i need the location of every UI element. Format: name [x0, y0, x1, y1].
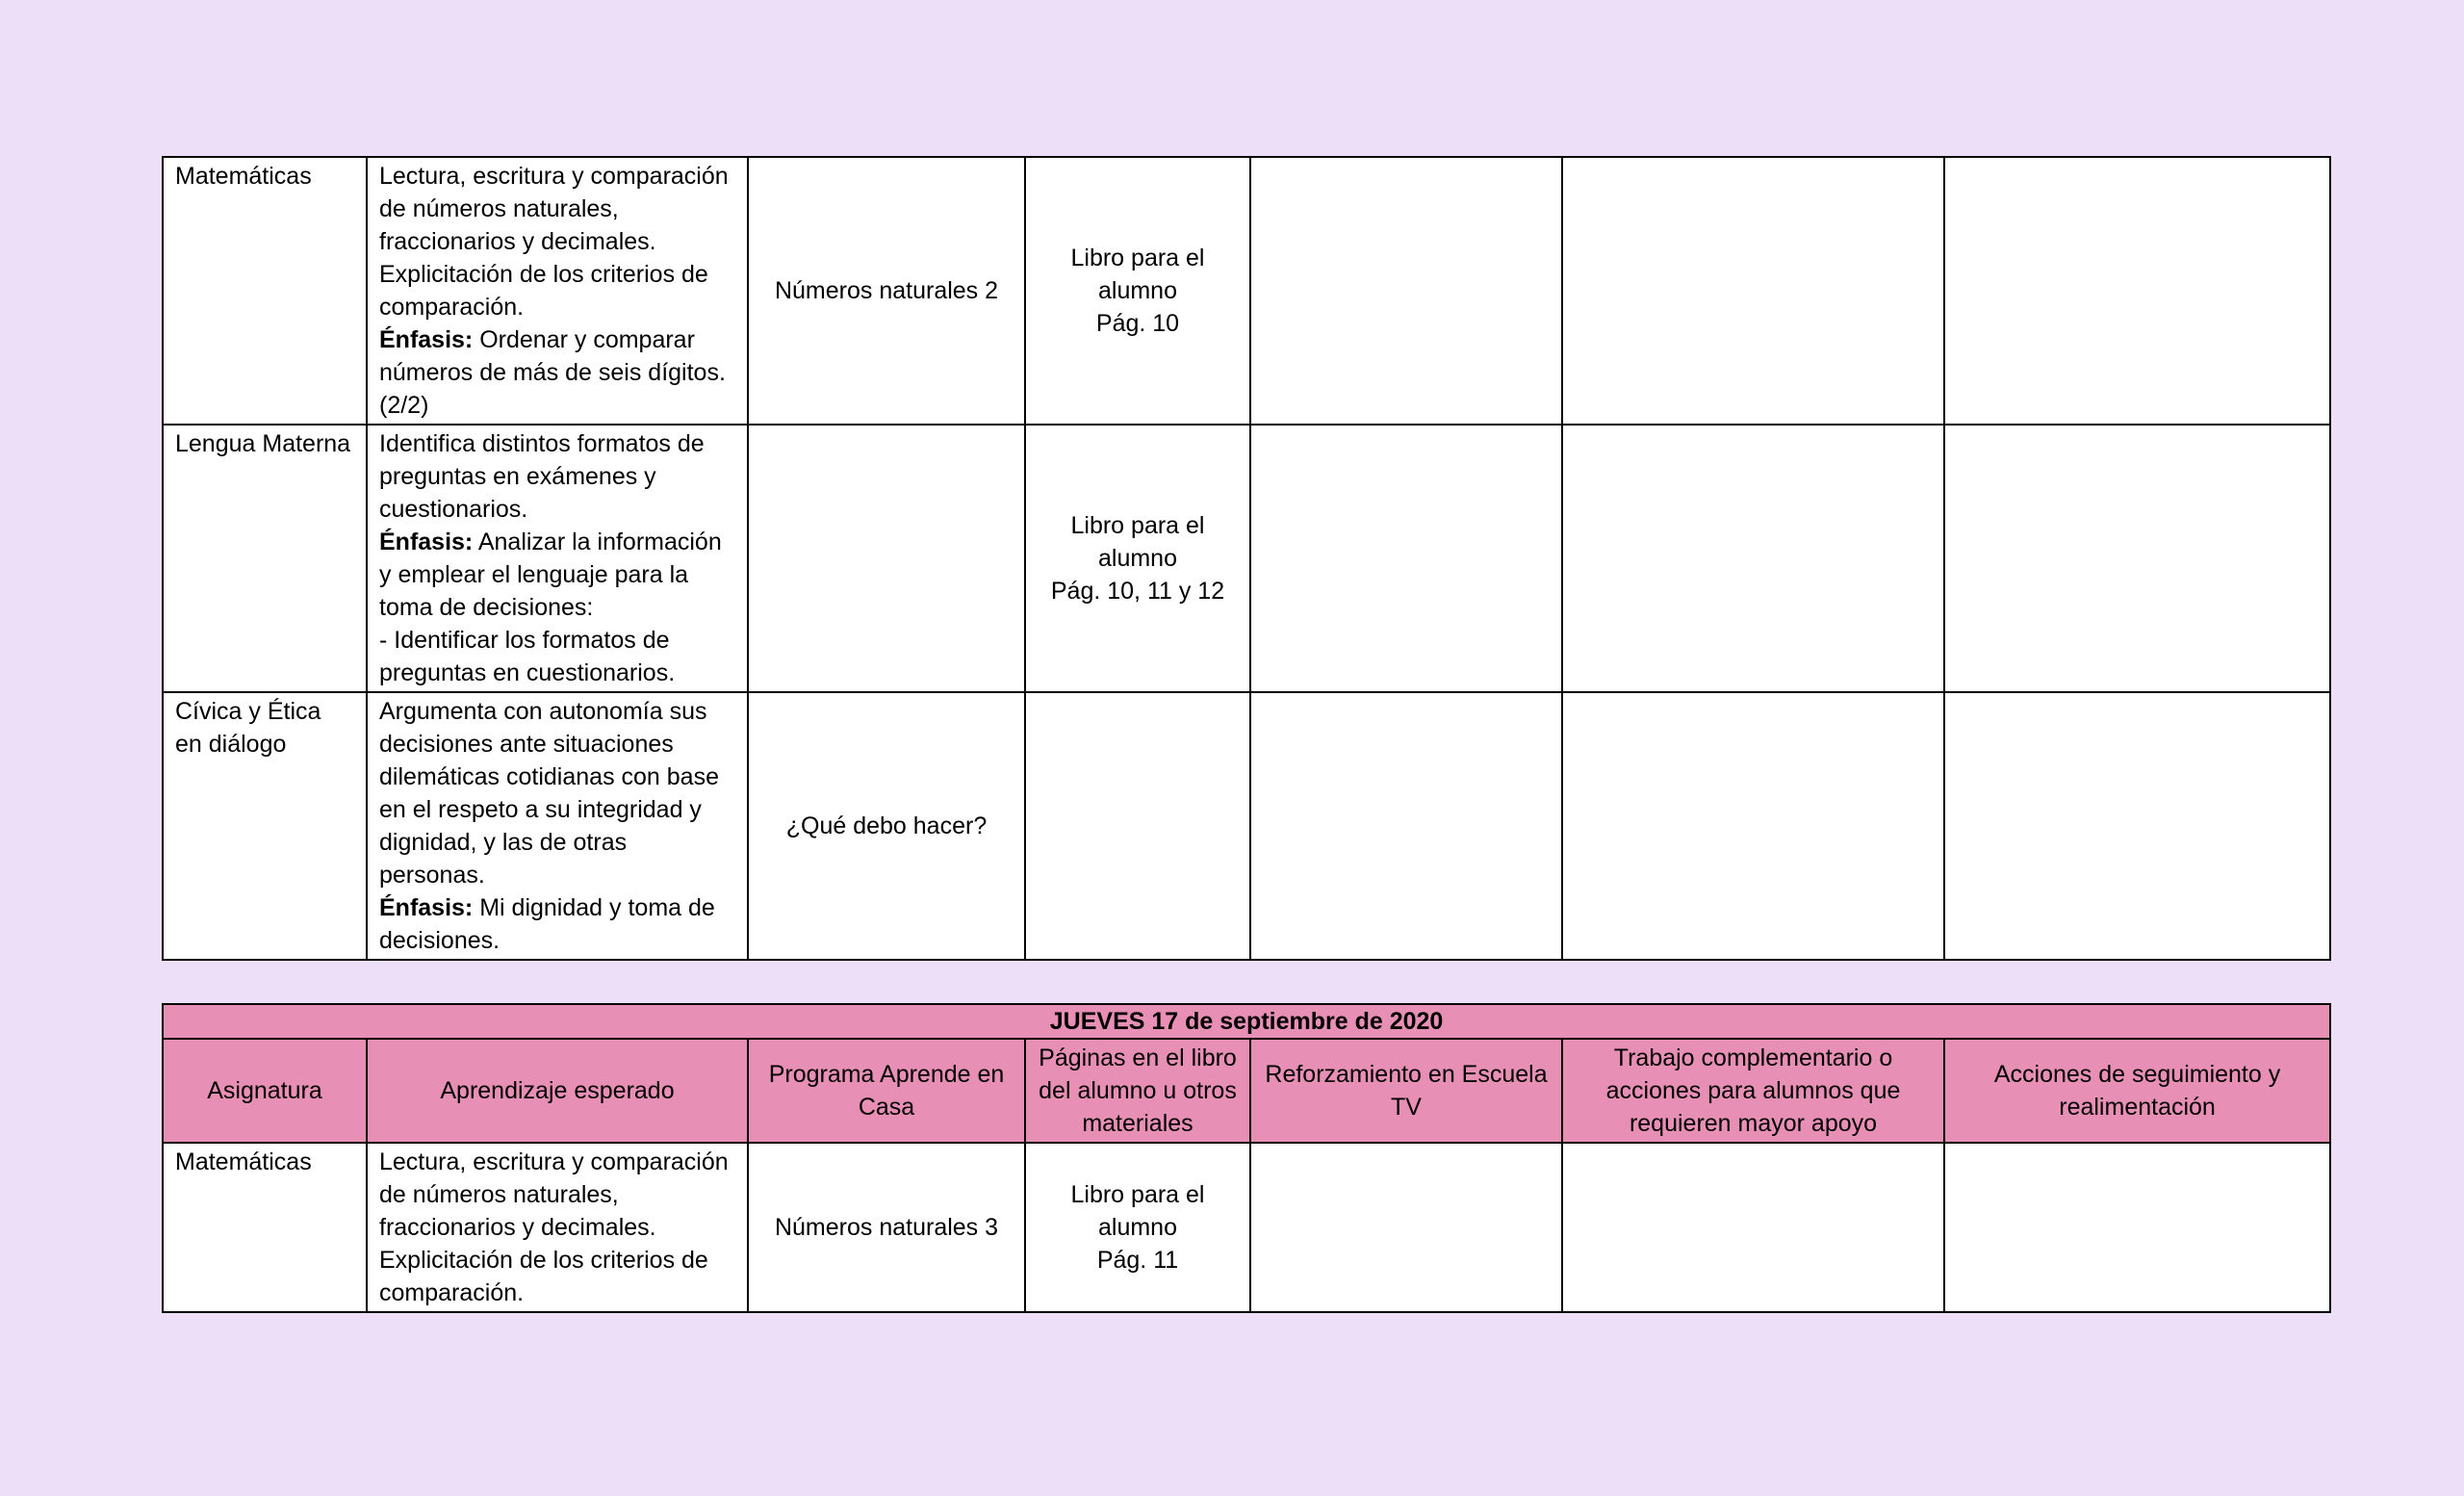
- program-cell: Números naturales 2: [748, 157, 1025, 425]
- subject-cell: Matemáticas: [163, 1143, 367, 1312]
- followup-cell: [1944, 1143, 2330, 1312]
- table-row: [163, 692, 2330, 960]
- followup-cell: [1944, 425, 2330, 692]
- learning-cell: Argumenta con autonomía sus decisiones ante situaciones dilemáticas cotidianas con base en el respeto a su integridad y dignidad, y las de otras personas. Énfasis: Mi dignidad y toma de decisiones.: [367, 692, 748, 960]
- pages-cell: Libro para el alumno Pág. 10, 11 y 12: [1025, 425, 1250, 692]
- complementary-cell: [1562, 157, 1944, 425]
- header-row: [163, 1039, 2330, 1143]
- table-row: [163, 1143, 2330, 1312]
- schedule-table-continued: [162, 156, 2331, 961]
- day-title: JUEVES 17 de septiembre de 2020: [163, 1004, 2330, 1039]
- table-row: [163, 157, 2330, 425]
- subject-cell: Matemáticas: [163, 157, 367, 425]
- complementary-cell: [1562, 1143, 1944, 1312]
- learning-cell: Lectura, escritura y comparación de números naturales, fraccionarios y decimales. Explicitación de los criterios de comparación. Énfasis: Ordenar y comparar números de más de seis dígitos. (2/2): [367, 157, 748, 425]
- header-complementary: Trabajo complementario o acciones para alumnos que requieren mayor apoyo: [1562, 1039, 1944, 1143]
- table-row: [163, 425, 2330, 692]
- header-learning: Aprendizaje esperado: [367, 1039, 748, 1143]
- header-subject: Asignatura: [163, 1039, 367, 1143]
- header-program: Programa Aprende en Casa: [748, 1039, 1025, 1143]
- learning-cell: Lectura, escritura y comparación de números naturales, fraccionarios y decimales. Explicitación de los criterios de comparación.: [367, 1143, 748, 1312]
- subject-cell: Cívica y Ética en diálogo: [163, 692, 367, 960]
- reinforcement-cell: [1250, 425, 1562, 692]
- complementary-cell: [1562, 692, 1944, 960]
- pages-cell: Libro para el alumno Pág. 10: [1025, 157, 1250, 425]
- learning-cell: Identifica distintos formatos de preguntas en exámenes y cuestionarios. Énfasis: Analizar la información y emplear el lenguaje para la toma de decisiones: - Identificar los formatos de preguntas en cuestionarios.: [367, 425, 748, 692]
- subject-cell: Lengua Materna: [163, 425, 367, 692]
- program-cell: [748, 425, 1025, 692]
- program-cell: ¿Qué debo hacer?: [748, 692, 1025, 960]
- header-followup: Acciones de seguimiento y realimentación: [1944, 1039, 2330, 1143]
- complementary-cell: [1562, 425, 1944, 692]
- program-cell: Números naturales 3: [748, 1143, 1025, 1312]
- followup-cell: [1944, 157, 2330, 425]
- reinforcement-cell: [1250, 1143, 1562, 1312]
- reinforcement-cell: [1250, 692, 1562, 960]
- pages-cell: Libro para el alumno Pág. 11: [1025, 1143, 1250, 1312]
- schedule-table-thursday: [162, 1003, 2331, 1313]
- header-pages: Páginas en el libro del alumno u otros materiales: [1025, 1039, 1250, 1143]
- pages-cell: [1025, 692, 1250, 960]
- day-title-row: [163, 1004, 2330, 1039]
- header-reinforcement: Reforzamiento en Escuela TV: [1250, 1039, 1562, 1143]
- reinforcement-cell: [1250, 157, 1562, 425]
- followup-cell: [1944, 692, 2330, 960]
